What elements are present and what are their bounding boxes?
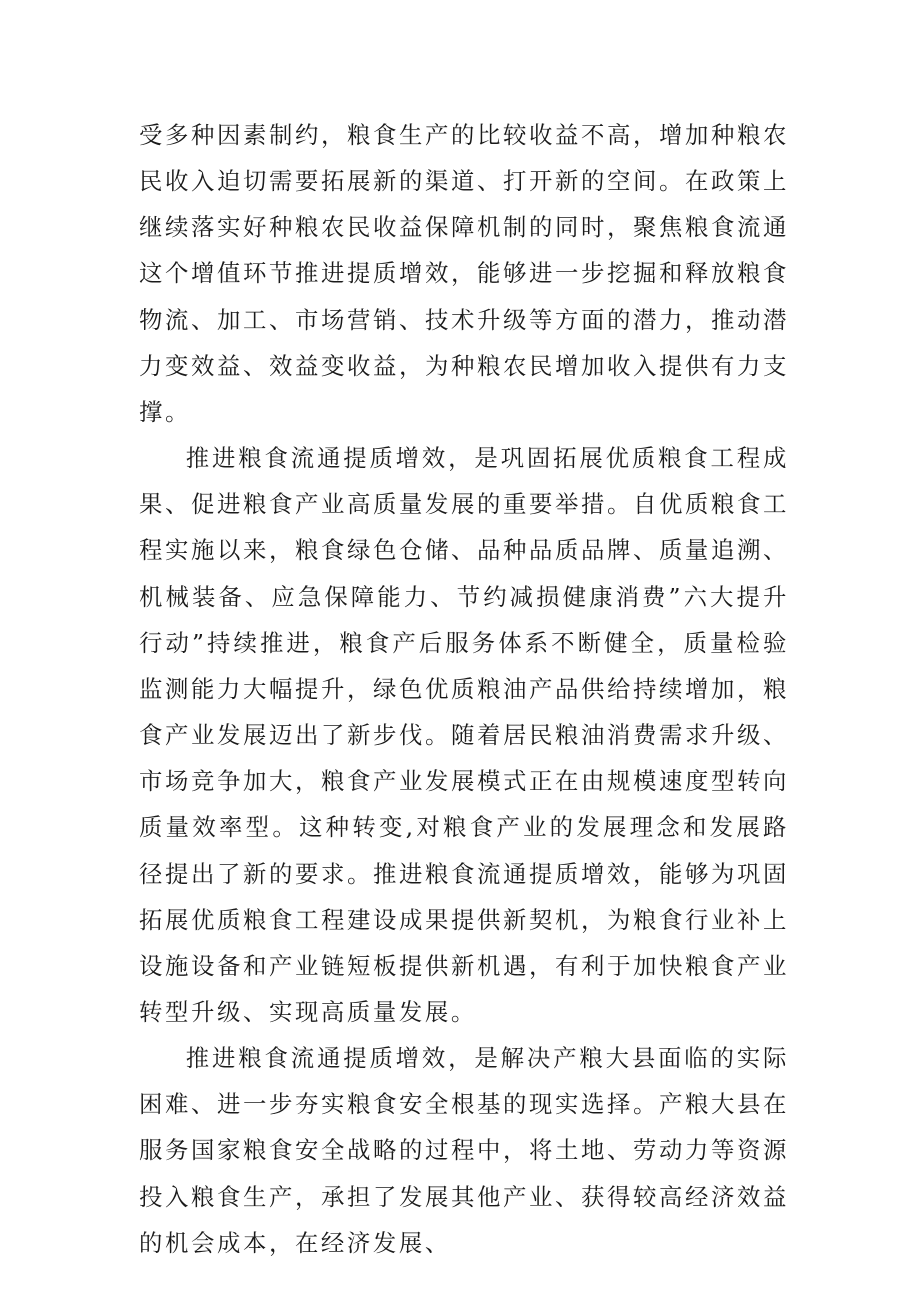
paragraph-2: 推进粮食流通提质增效，是巩固拓展优质粮食工程成果、促进粮食产业高质量发展的重要举措。自优质粮食工程实施以来，粮食绿色仓储、品种品质品牌、质量追溯、机械装备、应急保障能力、节约减损健康消费”六大提升行动”持续推进，粮食产后服务体系不断健全，质量检验监测能力大幅提升，绿色优质粮油产品供给持续增加，粮食产业发展迈出了新步伐。随着居民粮油消费需求升级、市场竞争加大，粮食产业发展模式正在由规模速度型转向质量效率型。这种转变,对粮食产业的发展理念和发展路径提出了新的要求。推进粮食流通提质增效，能够为巩固拓展优质粮食工程建设成果提供新契机，为粮食行业补上设施设备和产业链短板提供新机遇，有利于加快粮食产业转型升级、实现高质量发展。: [139, 444, 789, 1026]
document-body: [139, 112, 789, 1266]
paragraph-3: 推进粮食流通提质增效，是解决产粮大县面临的实际困难、进一步夯实粮食安全根基的现实选择。产粮大县在服务国家粮食安全战略的过程中，将土地、劳动力等资源投入粮食生产，承担了发展其他产业、获得较高经济效益的机会成本，在经济发展、: [139, 1044, 789, 1257]
paragraph-1: 受多种因素制约，粮食生产的比较收益不高，增加种粮农民收入迫切需要拓展新的渠道、打开新的空间。在政策上继续落实好种粮农民收益保障机制的同时，聚焦粮食流通这个增值环节推进提质增效，能够进一步挖掘和释放粮食物流、加工、市场营销、技术升级等方面的潜力，推动潜力变效益、效益变收益，为种粮农民增加收入提供有力支撑。: [139, 121, 789, 426]
